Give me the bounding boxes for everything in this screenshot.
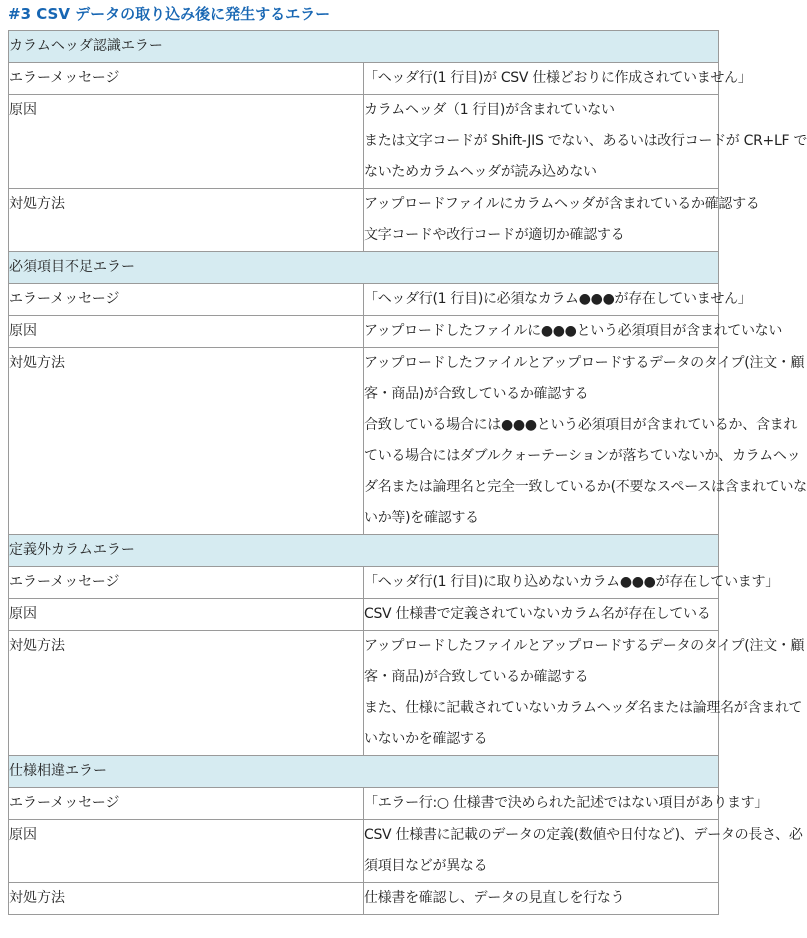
row-label: 対処方法: [9, 355, 65, 371]
table-row: [9, 820, 719, 883]
row-label: エラーメッセージ: [9, 291, 120, 307]
row-label-cell: [9, 284, 364, 316]
error-table: [8, 30, 807, 915]
section-header-row: [9, 31, 719, 63]
row-value-line: 「ヘッダ行(1 行目)に取り込めないカラム●●●が存在しています」: [364, 574, 779, 590]
row-label: 原因: [9, 606, 37, 622]
table-row: [9, 567, 719, 599]
row-value-line: カラムヘッダ（1 行目)が含まれていない: [364, 102, 615, 118]
section-heading: 定義外カラムエラー: [9, 535, 719, 567]
row-value-cell: [364, 63, 752, 95]
row-value-cell: [364, 189, 760, 252]
section-header-row: [9, 535, 719, 567]
section-header-row: [9, 756, 719, 788]
row-value-cell: [364, 567, 779, 599]
row-value-line: いか等)を確認する: [364, 510, 479, 526]
row-value-line: 仕様書を確認し、データの見直しを行なう: [364, 890, 625, 906]
table-row: [9, 316, 719, 348]
row-value-cell: [364, 348, 807, 535]
section-heading: 必須項目不足エラー: [9, 252, 719, 284]
row-label-cell: [9, 883, 364, 915]
row-label-cell: [9, 599, 364, 631]
section-heading: 仕様相違エラー: [9, 756, 719, 788]
row-value-cell: [364, 820, 803, 883]
row-label: 原因: [9, 323, 37, 339]
row-label-cell: [9, 631, 364, 756]
page-title: #3 CSV データの取り込み後に発生するエラー: [8, 5, 331, 23]
row-value-line: ている場合にはダブルクォーテーションが落ちていないか、カラムヘッ: [364, 448, 801, 464]
row-value-line: アップロードしたファイルに●●●という必須項目が含まれていない: [364, 323, 783, 339]
row-value-cell: [364, 316, 783, 348]
row-value-line: ダ名または論理名と完全一致しているか(不要なスペースは含まれていな: [364, 479, 807, 495]
row-value-cell: [364, 599, 719, 631]
error-table-body: [9, 31, 807, 915]
row-label-cell: [9, 567, 364, 599]
row-value-line: また、仕様に記載されていないカラムヘッダ名または論理名が含まれて: [364, 700, 803, 716]
table-row: [9, 189, 719, 252]
row-value-line: 文字コードや改行コードが適切か確認する: [364, 227, 625, 243]
row-value-cell: [364, 95, 807, 189]
row-value-line: 客・商品)が合致しているか確認する: [364, 386, 589, 402]
row-value-line: CSV 仕様書に記載のデータの定義(数値や日付など)、データの長さ、必: [364, 827, 803, 843]
row-label: エラーメッセージ: [9, 70, 120, 86]
table-row: [9, 631, 719, 756]
row-label: 対処方法: [9, 638, 65, 654]
section-heading: カラムヘッダ認識エラー: [9, 31, 719, 63]
table-row: [9, 95, 719, 189]
row-value-line: または文字コードが Shift-JIS でない、あるいは改行コードが CR+LF で: [364, 133, 807, 149]
row-label-cell: [9, 348, 364, 535]
row-label: 対処方法: [9, 890, 65, 906]
row-value-line: 「ヘッダ行(1 行目)が CSV 仕様どおりに作成されていません」: [364, 70, 752, 86]
row-label: 対処方法: [9, 196, 65, 212]
table-row: [9, 63, 719, 95]
table-row: [9, 348, 719, 535]
row-label-cell: [9, 95, 364, 189]
row-value-line: 合致している場合には●●●という必須項目が含まれているか、含まれ: [364, 417, 798, 433]
row-label-cell: [9, 316, 364, 348]
row-label: 原因: [9, 827, 37, 843]
row-value-line: アップロードしたファイルとアップロードするデータのタイプ(注文・顧: [364, 355, 805, 371]
row-value-line: ないためカラムヘッダが読み込めない: [364, 164, 597, 180]
table-row: [9, 883, 719, 915]
row-value-line: いないかを確認する: [364, 731, 488, 747]
section-header-row: [9, 252, 719, 284]
row-value-line: 「ヘッダ行(1 行目)に必須なカラム●●●が存在していません」: [364, 291, 752, 307]
row-label: エラーメッセージ: [9, 574, 120, 590]
row-value-cell: [364, 631, 805, 756]
row-label: エラーメッセージ: [9, 795, 120, 811]
table-row: [9, 284, 719, 316]
table-row: [9, 599, 719, 631]
row-value-cell: [364, 788, 769, 820]
row-value-cell: [364, 284, 752, 316]
row-value-line: 客・商品)が合致しているか確認する: [364, 669, 589, 685]
row-label-cell: [9, 189, 364, 252]
row-label-cell: [9, 63, 364, 95]
row-value-line: 「エラー行:○ 仕様書で決められた記述ではない項目があります」: [364, 795, 769, 811]
row-label-cell: [9, 788, 364, 820]
table-row: [9, 788, 719, 820]
row-value-line: アップロードしたファイルとアップロードするデータのタイプ(注文・顧: [364, 638, 805, 654]
row-value-line: アップロードファイルにカラムヘッダが含まれているか確認する: [364, 196, 760, 212]
row-value-line: CSV 仕様書で定義されていないカラム名が存在している: [364, 606, 711, 622]
row-label-cell: [9, 820, 364, 883]
row-label: 原因: [9, 102, 37, 118]
row-value-line: 須項目などが異なる: [364, 858, 488, 874]
row-value-cell: [364, 883, 719, 915]
